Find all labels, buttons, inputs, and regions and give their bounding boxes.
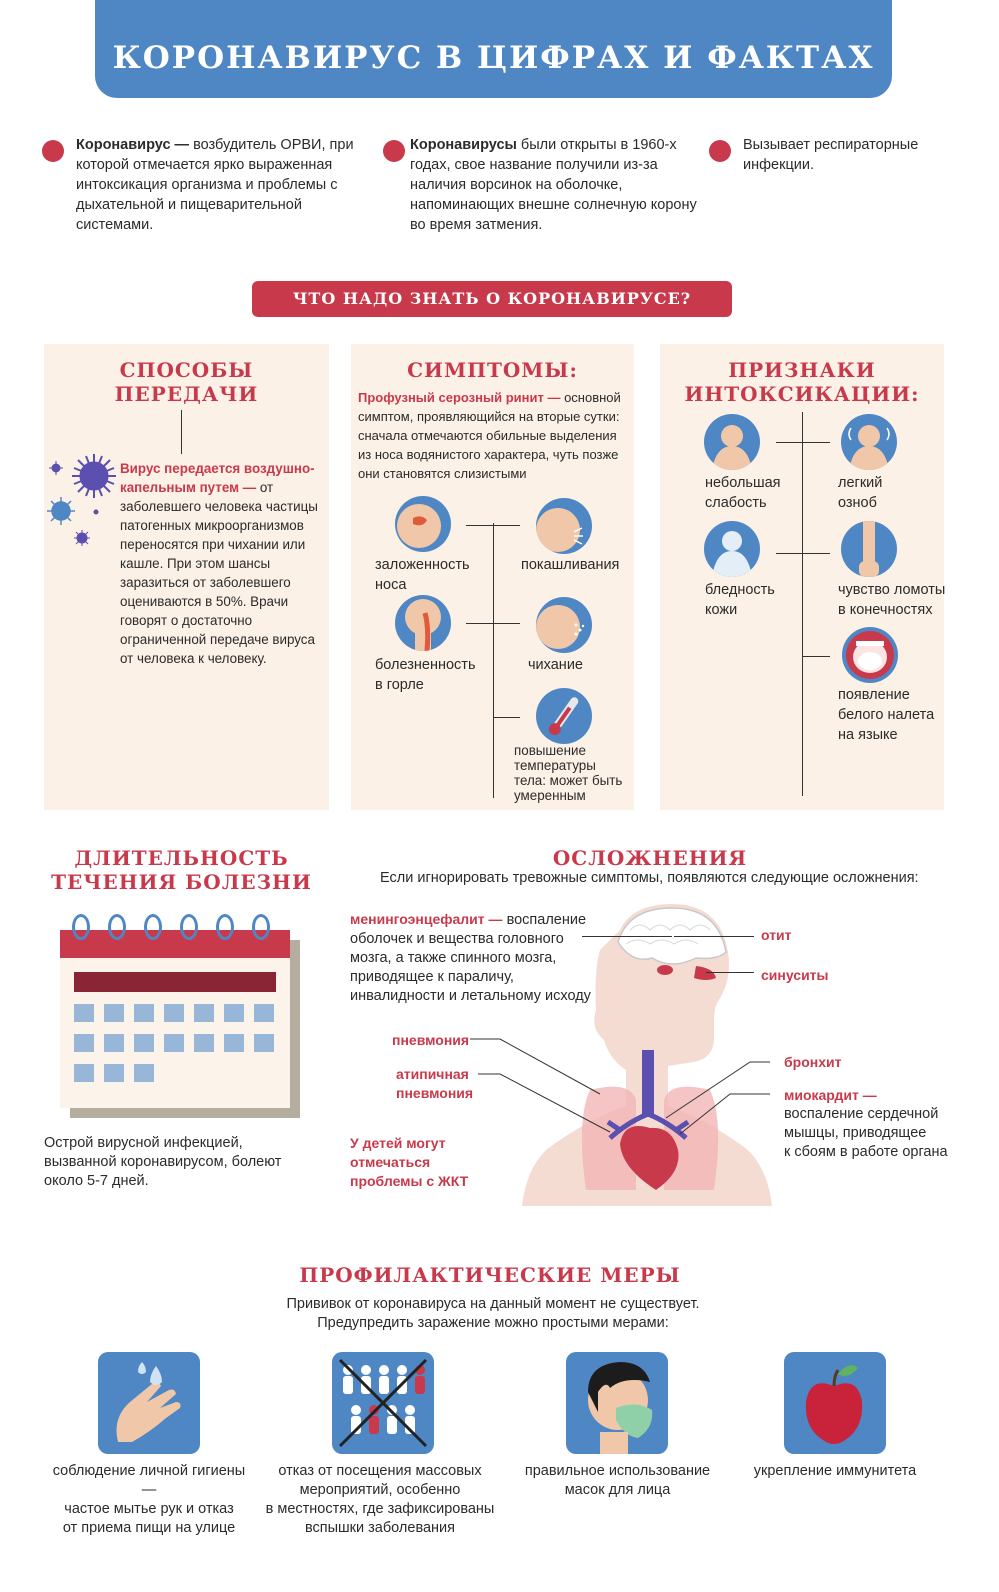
intro-fact-2	[410, 135, 705, 235]
prevention-title: ПРОФИЛАКТИЧЕСКИЕ МЕРЫ	[299, 1263, 681, 1287]
sign-tongue-l2: белого налета	[838, 707, 935, 723]
complication-otitis: отит	[761, 927, 792, 943]
calendar-ring-icon	[180, 914, 198, 940]
symptoms-branch	[493, 717, 520, 718]
complication-kids-gi	[350, 1134, 468, 1191]
transmission-title	[44, 358, 329, 406]
crowds-l1: отказ от посещения массовых	[278, 1463, 482, 1479]
aching-limbs-icon	[841, 521, 897, 577]
handwashing-icon	[98, 1352, 200, 1454]
calendar-grid	[74, 1004, 276, 1082]
duration-text-l1: Острой вирусной инфекцией,	[44, 1135, 243, 1151]
sign-pale-l2: кожи	[705, 602, 738, 618]
prevention-sub-l1: Прививок от коронавируса на данный момент не существует.	[286, 1296, 700, 1312]
intoxication-title-line1: ПРИЗНАКИ	[728, 358, 876, 382]
duration-text	[44, 1134, 281, 1191]
intoxication-title-line2: ИНТОКСИКАЦИИ:	[684, 382, 920, 406]
prevention-subtitle	[200, 1295, 786, 1333]
symptom-temp-l4: умеренным	[514, 788, 586, 803]
masks-l2: масок для лица	[564, 1482, 671, 1498]
sign-pale-l1: бледность	[705, 582, 775, 598]
calendar-ring-icon	[108, 914, 126, 940]
bullet-dot-icon	[383, 140, 405, 162]
mening-l5: инвалидности и летальному исходу	[350, 988, 591, 1004]
complication-myocarditis	[784, 1086, 984, 1162]
complication-bronchitis: бронхит	[784, 1054, 842, 1070]
prevention-caption-crowds	[265, 1462, 495, 1538]
duration-text-l2: вызванной коронавирусом, болеют	[44, 1154, 282, 1170]
virus-particles-icon	[44, 448, 124, 558]
transmission-title-line2: ПЕРЕДАЧИ	[114, 382, 259, 406]
kids-l3: проблемы с ЖКТ	[350, 1173, 469, 1189]
intro-fact-1	[76, 135, 371, 235]
tongue-icon	[842, 627, 898, 683]
myo-l2: мышцы, приводящее	[784, 1125, 927, 1141]
prevention-sub-l2: Предупредить заражение можно простыми мерами:	[317, 1315, 669, 1331]
duration-text-l3: около 5-7 дней.	[44, 1173, 149, 1189]
symptom-temp-l3: тела: может быть	[514, 773, 623, 788]
connector-line	[181, 410, 182, 454]
intro-fact-3-text: Вызывает респираторные инфекции.	[743, 137, 919, 173]
atypical-l2: пневмония	[396, 1085, 474, 1101]
complication-sinusitis: синуситы	[761, 967, 829, 983]
symptoms-title: СИМПТОМЫ:	[407, 358, 578, 382]
symptoms-tree-trunk	[493, 523, 494, 798]
page-title: КОРОНАВИРУС В ЦИФРАХ И ФАКТАХ	[112, 40, 875, 76]
bullet-dot-icon	[709, 140, 731, 162]
callout-lines	[470, 1034, 770, 1144]
masks-l1: правильное использование	[524, 1463, 711, 1479]
sign-tongue-l3: на языке	[838, 727, 898, 743]
crowds-l2: мероприятий, особенно	[299, 1482, 461, 1498]
sign-aching-l1: чувство ломоты	[838, 582, 946, 598]
myo-l1: воспаление сердечной	[784, 1106, 939, 1122]
calendar-ring-icon	[216, 914, 234, 940]
transmission-body: от заболевшего человека частицы патогенных микроорганизмов переносятся при чихании или кашле. При этом шансы заразиться от заболевшего оцениваются в 50%. Врачи говорят о достаточно ограниченной передаче вируса от человека к человеку.	[120, 480, 318, 666]
mening-lead: менингоэнцефалит —	[350, 911, 503, 927]
hygiene-l1: соблюдение личной гигиены —	[52, 1463, 246, 1498]
mening-l2: оболочек и вещества головного	[350, 931, 564, 947]
intoxication-branch	[776, 442, 830, 443]
symptom-label-sneeze: чихание	[528, 657, 583, 673]
symptom-throat-l1: болезненность	[375, 657, 476, 673]
intoxication-title	[660, 358, 944, 406]
sign-tongue-l1: появление	[838, 687, 910, 703]
calendar-ring-icon	[252, 914, 270, 940]
kids-l1: У детей могут	[350, 1135, 446, 1151]
symptom-nose-l1: заложенность	[375, 557, 470, 573]
myo-l3: к сбоям в работе органа	[784, 1144, 948, 1160]
symptom-label-temperature	[514, 743, 622, 803]
nose-icon	[395, 496, 451, 552]
sign-label-pale-skin	[705, 580, 775, 620]
intro-fact-2-text: были открыты в 1960-х годах, свое название получили из-за наличия ворсинок на оболочке, напоминающих внешне солнечную корону во время затмения.	[410, 137, 697, 233]
sign-label-chills	[838, 473, 882, 513]
complication-pneumonia: пневмония	[392, 1032, 470, 1048]
atypical-l1: атипичная	[396, 1066, 469, 1082]
intro-fact-2-bold: Коронавирусы	[410, 137, 517, 153]
crowd-crossed-icon	[332, 1352, 434, 1454]
complications-title: ОСЛОЖНЕНИЯ	[552, 846, 748, 870]
symptoms-body: основной симптом, проявляющийся на вторые сутки: сначала отмечаются обильные выделения из носа водянистого характера, чуть позже они становятся слизистыми	[358, 390, 621, 481]
kids-l2: отмечаться	[350, 1154, 431, 1170]
intoxication-tree-trunk	[802, 412, 803, 796]
intoxication-branch	[802, 656, 830, 657]
hygiene-l3: от приема пищи на улице	[62, 1520, 236, 1536]
complication-atypical-pneumonia	[396, 1065, 473, 1103]
mening-l4: приводящее к параличу,	[350, 969, 514, 985]
duration-title-line2: ТЕЧЕНИЯ БОЛЕЗНИ	[51, 870, 312, 894]
section-heading-pill: ЧТО НАДО ЗНАТЬ О КОРОНАВИРУСЕ?	[252, 281, 732, 317]
symptom-label-throat	[375, 655, 476, 695]
mening-l1: воспаление	[506, 912, 587, 928]
symptoms-branch	[466, 525, 520, 526]
intoxication-branch	[776, 553, 830, 554]
symptom-temp-l1: повышение	[514, 743, 586, 758]
calendar-week-band	[74, 972, 276, 992]
calendar-ring-icon	[144, 914, 162, 940]
weakness-icon	[704, 414, 760, 470]
sign-chills-l2: озноб	[838, 495, 877, 511]
intro-fact-1-text: возбудитель ОРВИ, при которой отмечается ярко выраженная интоксикация организма и проблемы с дыхательной и пищеварительной системами.	[76, 137, 354, 233]
sign-chills-l1: легкий	[838, 475, 883, 491]
complication-meningoencephalitis	[350, 910, 610, 1006]
sign-label-weakness	[705, 473, 781, 513]
apple-icon	[784, 1352, 886, 1454]
hygiene-l2: частое мытье рук и отказ	[64, 1501, 234, 1517]
chills-icon	[841, 414, 897, 470]
symptoms-branch	[466, 623, 520, 624]
immunity-l1: укрепление иммунитета	[753, 1463, 917, 1479]
transmission-lead: Вирус передается воздушно-капельным путем —	[120, 461, 315, 495]
symptoms-intro	[358, 388, 630, 483]
thermometer-icon	[536, 688, 592, 744]
crowds-l4: вспышки заболевания	[304, 1520, 456, 1536]
crowds-l3: в местностях, где зафиксированы	[265, 1501, 495, 1517]
duration-title	[44, 846, 319, 894]
pale-skin-icon	[704, 521, 760, 577]
prevention-caption-masks	[510, 1462, 725, 1500]
sign-label-tongue	[838, 685, 934, 745]
symptom-nose-l2: носа	[375, 577, 407, 593]
symptoms-lead: Профузный серозный ринит —	[358, 390, 561, 405]
symptom-temp-l2: температуры	[514, 758, 596, 773]
symptom-label-cough: покашливания	[521, 557, 620, 573]
cough-icon	[536, 498, 592, 554]
throat-icon	[395, 595, 451, 651]
duration-title-line1: ДЛИТЕЛЬНОСТЬ	[74, 846, 289, 870]
transmission-text	[120, 459, 320, 668]
sign-weakness-l1: небольшая	[705, 475, 781, 491]
intro-fact-3	[743, 135, 953, 175]
calendar-ring-icon	[72, 914, 90, 940]
symptom-label-nose	[375, 555, 470, 595]
bullet-dot-icon	[42, 140, 64, 162]
sign-label-aching-limbs	[838, 580, 945, 620]
intro-fact-1-bold: Коронавирус —	[76, 137, 190, 153]
prevention-caption-hygiene	[44, 1462, 254, 1538]
prevention-caption-immunity	[740, 1462, 930, 1481]
sign-aching-l2: в конечностях	[838, 602, 933, 618]
callout-line	[706, 972, 754, 973]
callout-line	[674, 936, 754, 937]
face-mask-icon	[566, 1352, 668, 1454]
mening-l3: мозга, а также спинного мозга,	[350, 950, 557, 966]
complications-subtitle: Если игнорировать тревожные симптомы, появляются следующие осложнения:	[380, 870, 919, 886]
symptom-throat-l2: в горле	[375, 677, 424, 693]
transmission-title-line1: СПОСОБЫ	[119, 358, 254, 382]
sign-weakness-l2: слабость	[705, 495, 767, 511]
myo-lead: миокардит —	[784, 1087, 877, 1103]
sneeze-icon	[536, 597, 592, 653]
